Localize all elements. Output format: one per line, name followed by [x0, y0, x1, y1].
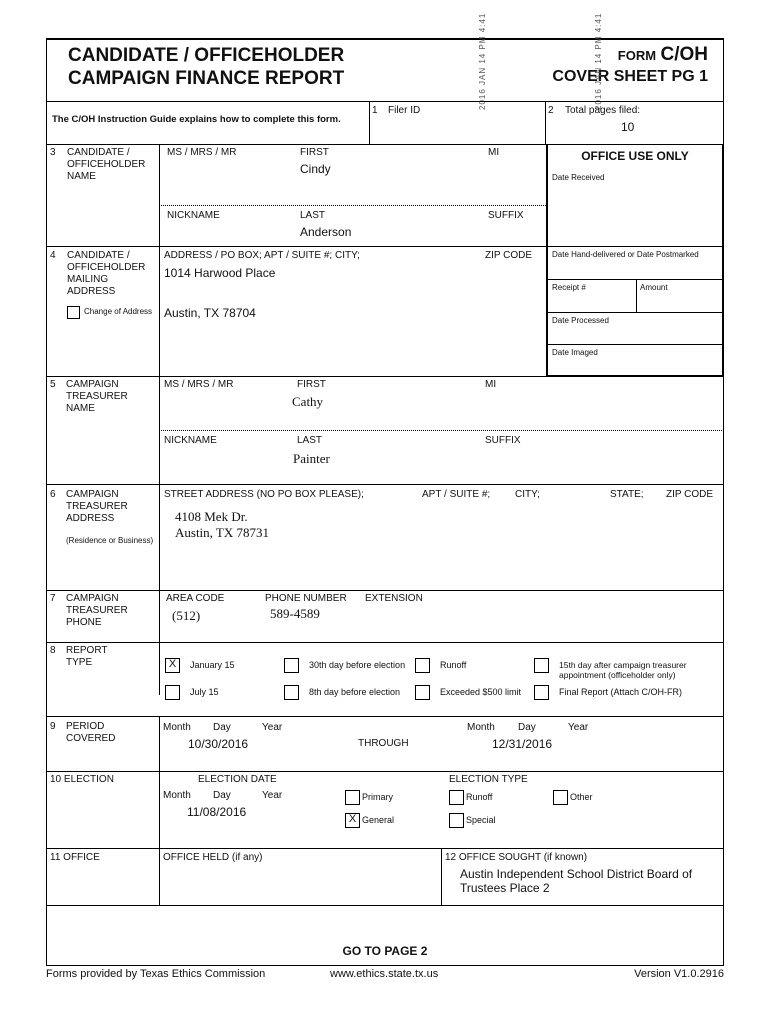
july-15-checkbox[interactable] [165, 685, 180, 700]
general-label: General [362, 815, 395, 825]
city-label: CITY; [515, 489, 540, 500]
treasurer-name-number: 5 [50, 379, 56, 390]
candidate-last-label: LAST [300, 210, 326, 221]
election-year-label: Year [262, 790, 283, 801]
candidate-last-name[interactable]: Anderson [300, 225, 352, 239]
exceeded-500-checkbox[interactable] [415, 685, 430, 700]
version-text: Version V1.0.2916 [634, 968, 724, 980]
phone-number-value[interactable]: 589-4589 [270, 606, 320, 621]
period-from-year-label: Year [262, 722, 283, 733]
30th-day-checkbox[interactable] [284, 658, 299, 673]
election-label: 10 ELECTION [50, 774, 114, 785]
general-checkbox[interactable]: X [345, 813, 360, 828]
apt-suite-label: APT / SUITE #; [422, 489, 491, 500]
july-15-label: July 15 [190, 687, 219, 697]
candidate-first-name[interactable]: Cindy [300, 162, 331, 176]
treasurer-name-label: CAMPAIGN TREASURER NAME [66, 379, 128, 414]
street-address-label: STREET ADDRESS (NO PO BOX PLEASE); [164, 489, 364, 500]
form-label: FORM [617, 48, 657, 63]
treasurer-first-name[interactable]: Cathy [292, 394, 324, 409]
form-code-value: C/OH [660, 44, 708, 65]
change-of-address-checkbox[interactable] [67, 306, 80, 319]
area-code-label: AREA CODE [166, 593, 225, 604]
primary-checkbox[interactable] [345, 790, 360, 805]
candidate-name-number: 3 [50, 147, 56, 158]
period-to-month-label: Month [467, 722, 495, 733]
january-15-label: January 15 [190, 660, 235, 670]
treasurer-phone-label: CAMPAIGN TREASURER PHONE [66, 593, 128, 628]
8th-day-checkbox[interactable] [284, 685, 299, 700]
period-to-day-label: Day [518, 722, 536, 733]
candidate-nickname-label: NICKNAME [167, 210, 220, 221]
date-hand-delivered-label: Date Hand-delivered or Date Postmarked [552, 250, 699, 259]
treasurer-address-label: CAMPAIGN TREASURER ADDRESS [66, 489, 128, 524]
office-use-title: OFFICE USE ONLY [581, 149, 689, 163]
residence-note: (Residence or Business) [66, 536, 154, 545]
area-code-value[interactable]: (512) [172, 608, 201, 623]
30th-day-label: 30th day before election [309, 660, 406, 670]
treasurer-suffix-label: SUFFIX [485, 435, 521, 446]
filer-id-label: Filer ID [388, 105, 421, 116]
candidate-zip-label: ZIP CODE [485, 250, 533, 261]
instruction-text: The C/OH Instruction Guide explains how to complete this form. [52, 114, 341, 125]
treasurer-phone-number: 7 [50, 593, 56, 604]
period-to-date[interactable]: 12/31/2016 [492, 737, 553, 751]
period-number: 9 [50, 721, 56, 732]
zip-code-label: ZIP CODE [666, 489, 714, 500]
candidate-address-field-label: ADDRESS / PO BOX; APT / SUITE #; CITY; [164, 250, 360, 261]
final-report-label: Final Report (Attach C/OH-FR) [559, 687, 683, 697]
form-title-line2: CAMPAIGN FINANCE REPORT [68, 68, 345, 89]
form-title-line1: CANDIDATE / OFFICEHOLDER [68, 45, 345, 66]
filer-id-number: 1 [372, 105, 378, 116]
received-stamp-2: 2016 JAN 14 PM 4:41 [594, 12, 603, 110]
office-held-label: OFFICE HELD (if any) [163, 852, 263, 863]
exceeded-500-label: Exceeded $500 limit [440, 687, 522, 697]
extension-label: EXTENSION [365, 593, 423, 604]
other-label: Other [570, 792, 593, 802]
final-report-checkbox[interactable] [534, 685, 549, 700]
through-label: THROUGH [358, 738, 409, 749]
15th-day-checkbox[interactable] [534, 658, 549, 673]
candidate-prefix-label: MS / MRS / MR [167, 147, 237, 158]
election-month-label: Month [163, 790, 191, 801]
office-label: 11 OFFICE [50, 852, 100, 863]
amount-label: Amount [640, 283, 668, 292]
special-label: Special [466, 815, 496, 825]
candidate-address-number: 4 [50, 250, 56, 261]
treasurer-last-label: LAST [297, 435, 323, 446]
treasurer-first-label: FIRST [297, 379, 326, 390]
office-sought-label: 12 OFFICE SOUGHT (if known) [445, 852, 588, 863]
candidate-mi-label: MI [488, 147, 500, 158]
period-to-year-label: Year [568, 722, 589, 733]
election-day-label: Day [213, 790, 231, 801]
received-stamp-1: 2016 JAN 14 PM 4:41 [478, 12, 487, 110]
election-date-label: ELECTION DATE [198, 774, 277, 785]
candidate-address-label: CANDIDATE / OFFICEHOLDER MAILING ADDRESS [67, 250, 146, 297]
treasurer-address-line2[interactable]: Austin, TX 78731 [175, 525, 270, 540]
office-sought-value[interactable]: Austin Independent School District Board of Trustees Place 2 [460, 867, 693, 895]
15th-day-label: 15th day after campaign treasurer appointment (officeholder only) [559, 660, 687, 680]
election-date-value[interactable]: 11/08/2016 [187, 805, 247, 819]
election-runoff-checkbox[interactable] [449, 790, 464, 805]
form-code [618, 44, 708, 66]
ethics-url[interactable]: www.ethics.state.tx.us [330, 968, 439, 980]
form-title [68, 44, 344, 90]
report-type-label: REPORT TYPE [66, 645, 108, 668]
candidate-suffix-label: SUFFIX [488, 210, 524, 221]
period-from-date[interactable]: 10/30/2016 [188, 737, 249, 751]
total-pages-field[interactable]: 10 [621, 120, 635, 134]
candidate-name-label: CANDIDATE / OFFICEHOLDER NAME [67, 147, 146, 182]
treasurer-nickname-label: NICKNAME [164, 435, 217, 446]
primary-label: Primary [362, 792, 393, 802]
election-runoff-label: Runoff [466, 792, 493, 802]
january-15-checkbox[interactable]: X [165, 658, 180, 673]
total-pages-label: Total pages filed: [565, 105, 641, 116]
candidate-address-line1[interactable]: 1014 Harwood Place [164, 266, 276, 280]
treasurer-address-number: 6 [50, 489, 56, 500]
phone-number-label: PHONE NUMBER [265, 593, 347, 604]
filer-id-field[interactable] [400, 122, 530, 138]
total-pages-number: 2 [548, 105, 554, 116]
treasurer-mi-label: MI [485, 379, 497, 390]
date-imaged-label: Date Imaged [552, 348, 598, 357]
date-received-label: Date Received [552, 173, 605, 182]
special-checkbox[interactable] [449, 813, 464, 828]
treasurer-address-line1[interactable]: 4108 Mek Dr. [175, 509, 248, 524]
period-label: PERIOD COVERED [66, 721, 116, 744]
period-from-month-label: Month [163, 722, 191, 733]
go-to-page-2: GO TO PAGE 2 [342, 944, 428, 958]
runoff-report-checkbox[interactable] [415, 658, 430, 673]
state-label: STATE; [610, 489, 644, 500]
election-type-label: ELECTION TYPE [449, 774, 528, 785]
change-of-address-label: Change of Address [84, 307, 153, 316]
period-from-day-label: Day [213, 722, 231, 733]
candidate-address-line2[interactable]: Austin, TX 78704 [164, 306, 256, 320]
treasurer-prefix-label: MS / MRS / MR [164, 379, 234, 390]
8th-day-label: 8th day before election [309, 687, 401, 697]
runoff-report-label: Runoff [440, 660, 467, 670]
forms-provided-text: Forms provided by Texas Ethics Commission [46, 968, 266, 980]
treasurer-last-name[interactable]: Painter [293, 451, 330, 466]
report-type-number: 8 [50, 645, 56, 656]
receipt-label: Receipt # [552, 283, 586, 292]
cover-sheet-label: COVER SHEET PG 1 [552, 68, 708, 85]
other-checkbox[interactable] [553, 790, 568, 805]
date-processed-label: Date Processed [552, 316, 609, 325]
candidate-first-label: FIRST [300, 147, 329, 158]
